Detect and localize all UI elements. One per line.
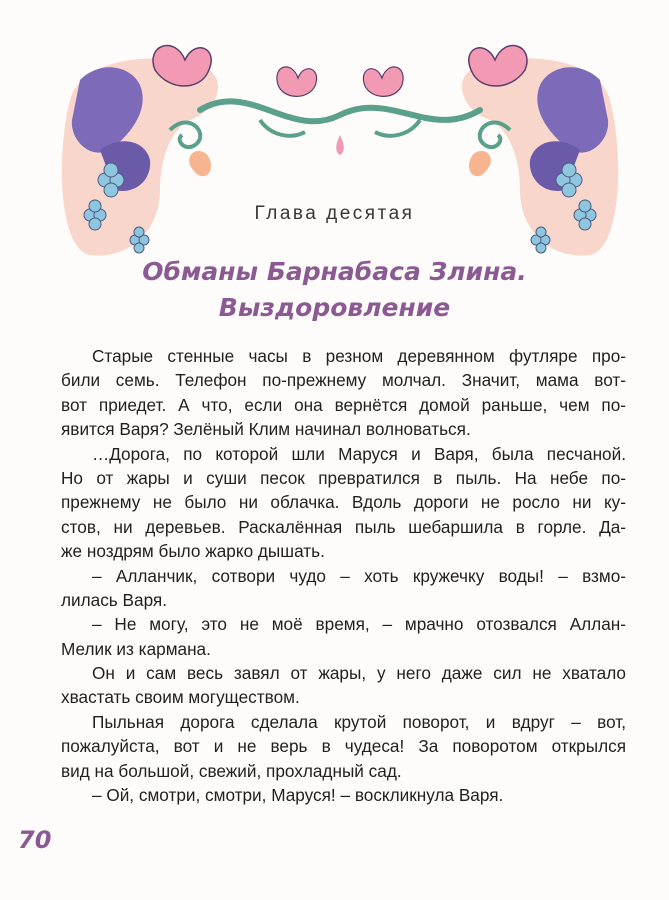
text-line: Пыльная дорога сделала крутой поворот, и вдруг – вот, [92,711,626,732]
chapter-number: Глава десятая [254,203,415,224]
text-line: вот приедет. А что, если она вернётся домой раньше, чем по- [61,394,626,415]
text-line: Старые стенные часы в резном деревянном футляре про- [92,346,626,366]
text-line: – Алланчик, сотвори чудо – хоть кружечку воды! – взмо- [92,565,626,586]
floral-ornament [60,40,620,280]
text-line: хвастать своим могуществом. [61,687,300,708]
text-line: лилась Варя. [61,589,168,610]
text-line: стов, ни деревьев. Раскалённая пыль шебаршила в горле. Да- [61,516,626,537]
text-line: …Дорога, по которой шли Маруся и Варя, была песчаной. [92,443,626,464]
body-text [61,344,626,807]
chapter-title [0,254,669,326]
text-line: вид на большой, свежий, прохладный сад. [61,760,402,781]
text-line: Мелик из кармана. [61,638,211,659]
text-line: явится Варя? Зелёный Клим начинал волноваться. [61,419,471,440]
text-line: – Ой, смотри, смотри, Маруся! – воскликнула Варя. [92,785,504,806]
text-line: били семь. Телефон по-прежнему молчал. Значит, мама вот- [61,370,626,391]
text-line: Он и сам весь завял от жары, у него даже сил не хватало [92,663,626,684]
text-line: – Не могу, это не моё время, – мрачно отозвался Аллан- [92,614,626,635]
text-line: Но от жары и суши песок превратился в пыль. На небе по- [61,467,626,488]
page-number: 70 [18,826,52,854]
text-line: же ноздрям было жарко дышать. [61,541,325,562]
chapter-title-line: Выздоровление [218,293,451,322]
text-line: пожалуйста, вот и не верь в чудеса! За поворотом открылся [61,736,626,757]
text-line: прежнему не было ни облачка. Вдоль дороги не росло ни ку- [61,492,626,513]
chapter-title-line: Обманы Барнабаса Злина. [142,257,527,286]
